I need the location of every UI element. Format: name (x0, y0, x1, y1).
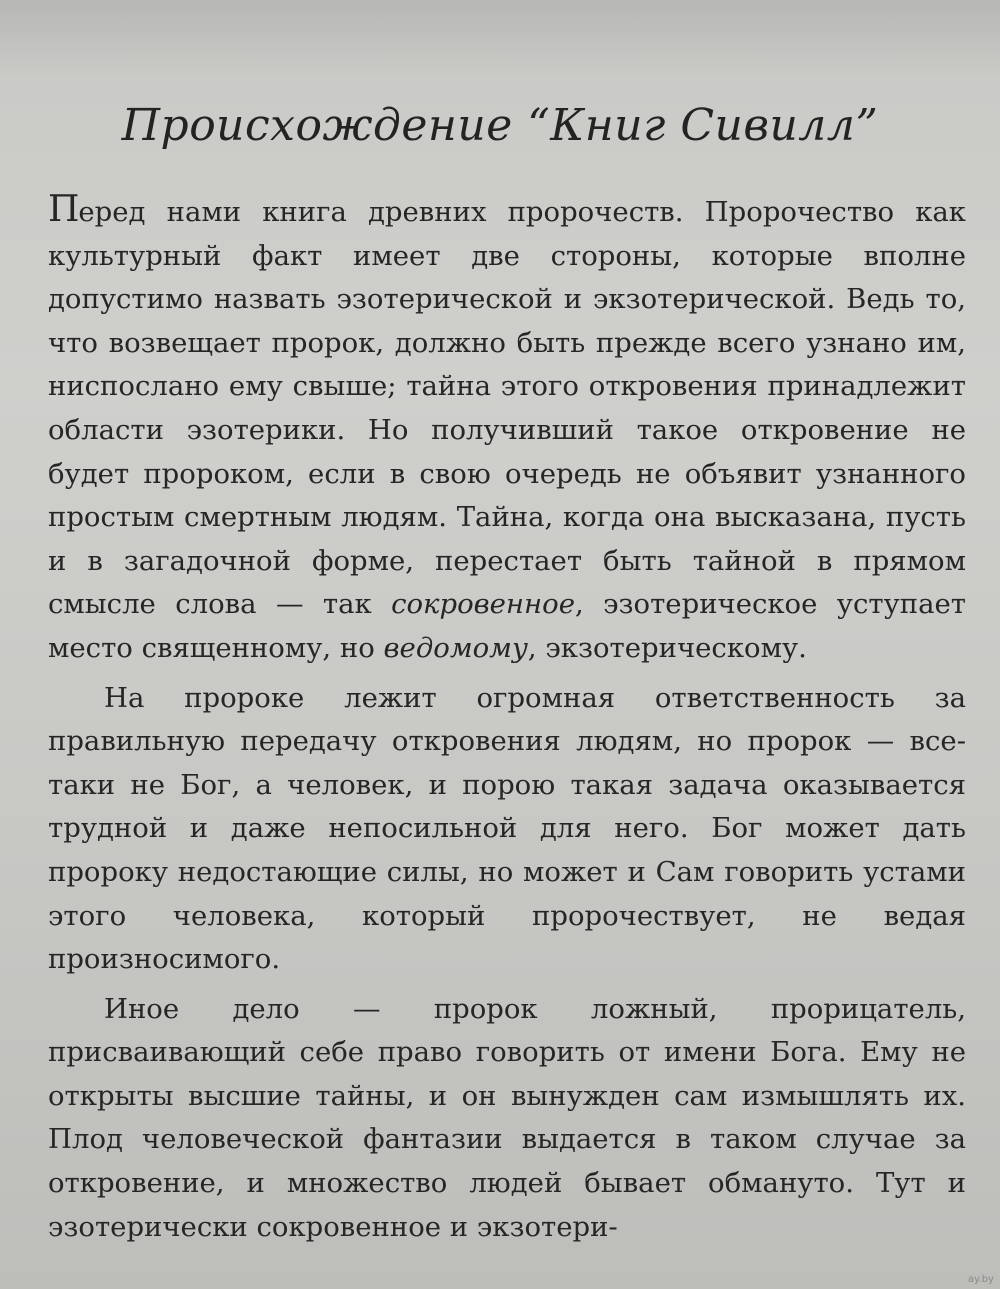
italic-word-vedomomu: ведомому (383, 631, 528, 664)
paragraph-1-part-c: , экзотерическому. (527, 631, 807, 664)
body-text (48, 190, 966, 1249)
paragraph-3: Иное дело — пророк ложный, прорицатель, присваивающий себе право говорить от имени Бога. Ему не открыты высшие тайны, и он вынужден сам измышлять их. Плод человеческой фантазии выдается в таком случае за откровение, и множество людей бывает обмануто. Тут и эзотерически сокровенное и экзотери- (48, 992, 966, 1243)
paragraph-1-part-b: , эзотерическое уступает место священному, но (48, 588, 966, 664)
watermark: ay.by (967, 1274, 994, 1285)
drop-cap: П (48, 189, 79, 230)
chapter-title: Происхождение “Книг Сивилл” (121, 100, 879, 151)
paragraph-2: На пророке лежит огромная ответственность за правильную передачу откровения людям, но пророк — все-таки не Бог, а человек, и порою такая задача оказывается трудной и даже непосильной для него. Бог может дать пророку недостающие силы, но может и Сам говорить устами этого человека, который пророчествует, не ведая произносимого. (48, 681, 966, 976)
paragraph-1 (48, 190, 966, 671)
show-through-shadow (0, 0, 1000, 80)
paragraph-1-part-a: еред нами книга древних пророчеств. Пророчество как культурный факт имеет две стороны, которые вполне допустимо назвать эзотерической и экзотерической. Ведь то, что возвещает пророк, должно быть прежде всего узнано им, ниспослано ему свыше; тайна этого откровения принадлежит области эзотерики. Но получивший такое откровение не будет пророком, если в свою очередь не объявит узнанного простым смертным людям. Тайна, когда она высказана, пусть и в загадочной форме, перестает быть тайной в прямом смысле слова — так (48, 196, 966, 621)
italic-word-sokrovennoe: сокровенное (391, 588, 575, 621)
